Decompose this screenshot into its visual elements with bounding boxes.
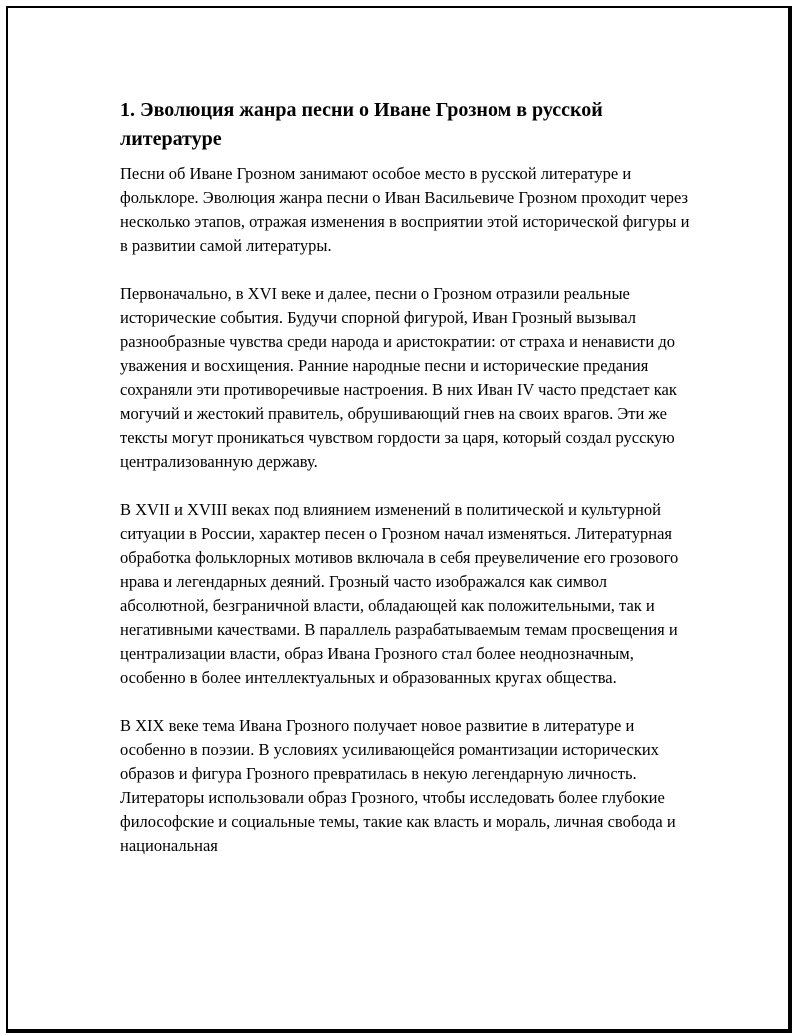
paragraph-xvi-century: Первоначально, в XVI веке и далее, песни о Грозном отразили реальные исторические события. Будучи спорной фигурой, Иван Грозный вызывал разнообразные чувства среди народа и аристократии: от страха и ненависти до уважения и восхищения. Ранние народные песни и исторические предания сохраняли эти противоречивые настроения. В них Иван IV часто предстает как могучий и жестокий правитель, обрушивающий гнев на своих врагов. Эти же тексты могут проникаться чувством гордости за царя, который создал русскую централизованную державу.: [120, 284, 677, 471]
paragraph-xvii-xviii-centuries: В XVII и XVIII веках под влиянием изменений в политической и культурной ситуации в России, характер песен о Грозном начал изменяться. Литературная обработка фольклорных мотивов включала в себя преувеличение его грозового нрава и легендарных деяний. Грозный часто изображался как символ абсолютной, безграничной власти, обладающей как положительными, так и негативными качествами. В параллель разрабатываемым темам просвещения и централизации власти, образ Ивана Грозного стал более неоднозначным, особенно в более интеллектуальных и образованных кругах общества.: [120, 500, 679, 687]
document-body: [120, 96, 696, 882]
page-frame: [6, 6, 792, 1033]
paragraph-intro: Песни об Иване Грозном занимают особое место в русской литературе и фольклоре. Эволюция жанра песни о Иван Васильевиче Грозном проходит через несколько этапов, отражая изменения в восприятии этой исторической фигуры и в развитии самой литературы.: [120, 164, 690, 255]
section-heading: 1. Эволюция жанра песни о Иване Грозном в русской литературе: [120, 99, 603, 150]
paragraph-xix-century: В XIX веке тема Ивана Грозного получает новое развитие в литературе и особенно в поэзии. В условиях усиливающейся романтизации исторических образов и фигура Грозного превратилась в некую легендарную личность. Литераторы использовали образ Грозного, чтобы исследовать более глубокие философские и социальные темы, такие как власть и мораль, личная свобода и национальная: [120, 716, 676, 855]
